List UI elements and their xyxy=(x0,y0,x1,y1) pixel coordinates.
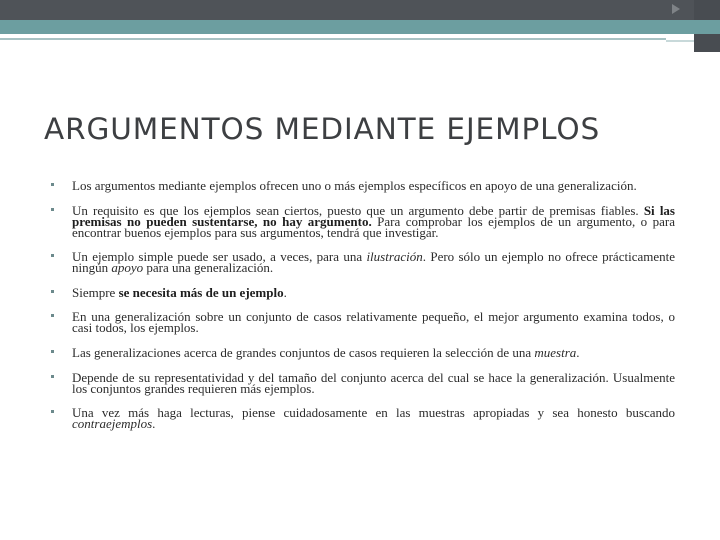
bullet-marker xyxy=(51,208,54,211)
bullet-item xyxy=(51,180,675,191)
bullet-item xyxy=(51,309,675,336)
bullet-marker xyxy=(51,314,54,317)
bullet-item xyxy=(51,405,675,432)
bullet-text: Un ejemplo simple puede ser usado, a veces, para una xyxy=(72,249,367,265)
bullet-emphasis: se necesita más de un ejemplo xyxy=(118,284,284,300)
bullet-marker xyxy=(51,375,54,378)
bullet-italic: apoyo xyxy=(111,260,144,276)
bullet-marker xyxy=(51,290,54,293)
bullet-marker xyxy=(51,183,54,186)
bullet-text: En una generalización sobre un conjunto de casos relativamente pequeño, el mejor argumento examina todos, o casi todos, los ejemplos. xyxy=(72,309,675,336)
accent-line-secondary xyxy=(666,40,694,42)
bullet-text: Para comprobar los ejemplos de un argumento, o para encontrar buenos ejemplos para sus argumentos, tendrá que investigar. xyxy=(72,213,675,240)
bullet-item xyxy=(51,249,676,276)
bullet-italic: muestra xyxy=(534,344,577,360)
bullet-list xyxy=(51,180,675,443)
bullet-marker xyxy=(51,410,54,413)
top-header-bar xyxy=(0,0,720,20)
teal-header-band xyxy=(0,20,720,34)
bullet-text: Siempre xyxy=(72,284,119,300)
corner-marker-icon xyxy=(672,4,680,14)
bullet-text: Un requisito es que los ejemplos sean ciertos, puesto que un argumento debe partir de premisas fiables. xyxy=(72,202,644,218)
bullet-text: Una vez más haga lecturas, piense cuidadosamente en las muestras apropiadas y sea honesto buscando xyxy=(72,405,675,421)
bullet-text: Las generalizaciones acerca de grandes conjuntos de casos requieren la selección de una xyxy=(72,344,535,360)
bullet-marker xyxy=(51,254,54,257)
bullet-item xyxy=(51,284,675,300)
bullet-italic: contraejemplos xyxy=(72,416,153,432)
bullet-text: para una generalización. xyxy=(143,260,274,276)
bullet-item xyxy=(51,369,675,396)
bullet-text: . xyxy=(152,416,156,432)
bullet-italic: ilustración xyxy=(366,249,423,265)
bullet-item xyxy=(51,202,675,240)
bullet-item xyxy=(51,344,675,360)
bullet-marker xyxy=(51,350,54,353)
accent-line xyxy=(0,38,666,40)
bullet-text: . Pero sólo un ejemplo no ofrece prácticamente ningún xyxy=(72,249,676,276)
bullet-text: . xyxy=(283,284,287,300)
bullet-text: Depende de su representatividad y del tamaño del conjunto acerca del cual se hace la generalización. Usualmente los conjuntos grandes requieren más ejemplos. xyxy=(72,369,675,396)
slide-title: ARGUMENTOS MEDIANTE EJEMPLOS xyxy=(44,112,601,146)
bullet-text: . xyxy=(576,344,580,360)
bullet-text: Los argumentos mediante ejemplos ofrecen uno o más ejemplos específicos en apoyo de una generalización. xyxy=(72,178,637,193)
bullet-emphasis: Si las premisas no pueden sustentarse, no hay argumento. xyxy=(72,202,675,229)
